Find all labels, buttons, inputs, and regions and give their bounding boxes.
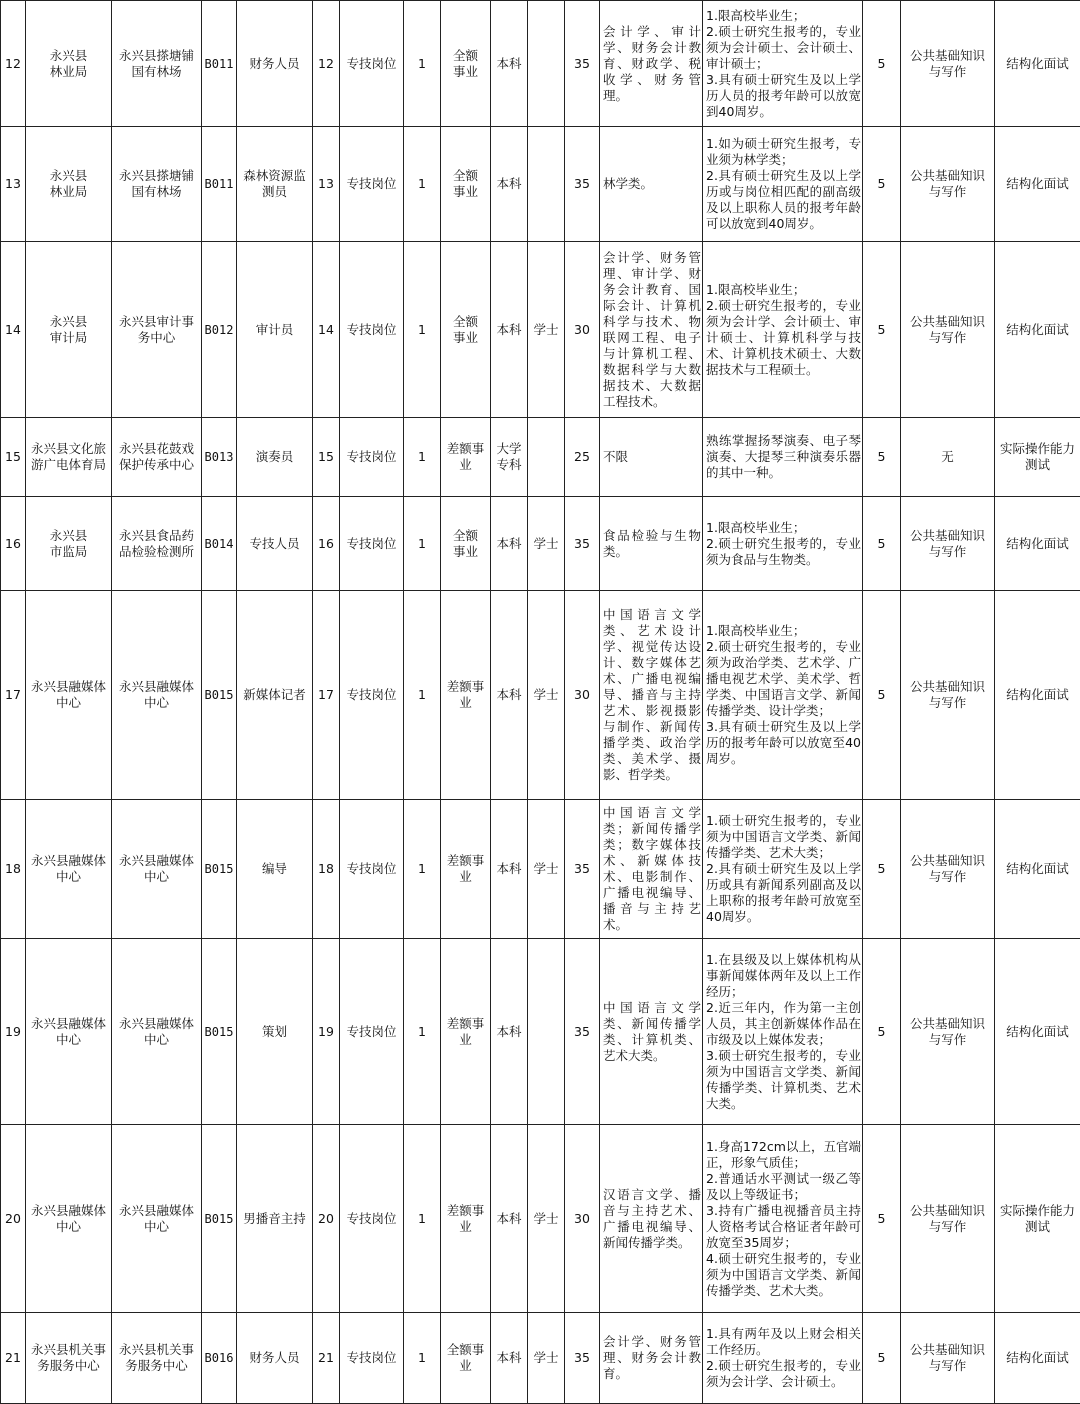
age-limit-cell: 35 xyxy=(565,800,600,939)
major-requirement-cell: 中国语言文学类、艺术设计学、视觉传达设计、数字媒体艺术、广播电视编导、播音与主持艺术、影视摄影与制作、新闻传播学类、政治学类、美术学、摄影、哲学类。 xyxy=(600,591,703,800)
headcount-cell: 1 xyxy=(404,1313,441,1404)
degree-cell xyxy=(528,1,565,127)
position-name-cell: 财务人员 xyxy=(237,1,313,127)
table-row xyxy=(1,497,1080,591)
position-number-cell: 17 xyxy=(313,591,340,800)
headcount-cell: 1 xyxy=(404,497,441,591)
ratio-cell: 5 xyxy=(863,418,901,497)
education-cell: 本科 xyxy=(491,939,528,1125)
row-number: 14 xyxy=(1,242,26,418)
position-name-cell: 演奏员 xyxy=(237,418,313,497)
unit-cell: 永兴县机关事 务服务中心 xyxy=(112,1313,202,1404)
age-limit-cell: 35 xyxy=(565,1,600,127)
position-number-cell: 19 xyxy=(313,939,340,1125)
unit-code-cell: B015 xyxy=(202,800,237,939)
funding-type-cell: 差额事 业 xyxy=(441,591,491,800)
unit-cell: 永兴县花鼓戏 保护传承中心 xyxy=(112,418,202,497)
headcount-cell: 1 xyxy=(404,127,441,242)
position-number-cell: 14 xyxy=(313,242,340,418)
education-cell: 大学 专科 xyxy=(491,418,528,497)
degree-cell: 学士 xyxy=(528,1313,565,1404)
unit-code-cell: B014 xyxy=(202,497,237,591)
age-limit-cell: 30 xyxy=(565,1125,600,1313)
education-cell: 本科 xyxy=(491,800,528,939)
interview-cell: 结构化面试 xyxy=(995,127,1080,242)
table-body xyxy=(1,1,1080,1404)
position-number-cell: 13 xyxy=(313,127,340,242)
major-requirement-cell: 汉语言文学、播音与主持艺术、广播电视编导、新闻传播学类。 xyxy=(600,1125,703,1313)
education-cell: 本科 xyxy=(491,497,528,591)
department-cell: 永兴县 林业局 xyxy=(26,1,112,127)
other-requirement-cell: 1.限高校毕业生； 2.硕士研究生报考的，专业须为会计学、会计硕士、审计硕士、计算机科学与技术、计算机技术硕士、大数据技术与工程硕士。 xyxy=(703,242,863,418)
education-cell: 本科 xyxy=(491,1125,528,1313)
interview-cell: 实际操作能力 测试 xyxy=(995,418,1080,497)
ratio-cell: 5 xyxy=(863,800,901,939)
position-category-cell: 专技岗位 xyxy=(340,1125,404,1313)
position-number-cell: 12 xyxy=(313,1,340,127)
written-exam-cell: 公共基础知识 与写作 xyxy=(901,939,995,1125)
row-number: 15 xyxy=(1,418,26,497)
unit-code-cell: B015 xyxy=(202,939,237,1125)
position-number-cell: 21 xyxy=(313,1313,340,1404)
funding-type-cell: 差额事 业 xyxy=(441,1125,491,1313)
written-exam-cell: 公共基础知识 与写作 xyxy=(901,1125,995,1313)
headcount-cell: 1 xyxy=(404,242,441,418)
row-number: 17 xyxy=(1,591,26,800)
interview-cell: 结构化面试 xyxy=(995,497,1080,591)
headcount-cell: 1 xyxy=(404,591,441,800)
interview-cell: 实际操作能力 测试 xyxy=(995,1125,1080,1313)
position-category-cell: 专技岗位 xyxy=(340,1313,404,1404)
funding-type-cell: 全额事 业 xyxy=(441,1313,491,1404)
position-name-cell: 策划 xyxy=(237,939,313,1125)
major-requirement-cell: 会计学、财务管理、财务会计教育。 xyxy=(600,1313,703,1404)
funding-type-cell: 全额 事业 xyxy=(441,1,491,127)
unit-cell: 永兴县融媒体 中心 xyxy=(112,591,202,800)
degree-cell: 学士 xyxy=(528,800,565,939)
position-name-cell: 男播音主持 xyxy=(237,1125,313,1313)
unit-cell: 永兴县融媒体 中心 xyxy=(112,1125,202,1313)
other-requirement-cell: 1.限高校毕业生； 2.硕士研究生报考的，专业须为食品与生物类。 xyxy=(703,497,863,591)
education-cell: 本科 xyxy=(491,591,528,800)
department-cell: 永兴县 市监局 xyxy=(26,497,112,591)
major-requirement-cell: 会计学、审计学、财务会计教育、财政学、税收学、财务管理。 xyxy=(600,1,703,127)
written-exam-cell: 无 xyxy=(901,418,995,497)
table-row xyxy=(1,1,1080,127)
department-cell: 永兴县 审计局 xyxy=(26,242,112,418)
age-limit-cell: 35 xyxy=(565,1313,600,1404)
written-exam-cell: 公共基础知识 与写作 xyxy=(901,497,995,591)
other-requirement-cell: 1.限高校毕业生； 2.硕士研究生报考的，专业须为会计硕士、会计硕士、审计硕士； 3.具有硕士研究生及以上学历人员的报考年龄可以放宽到40周岁。 xyxy=(703,1,863,127)
degree-cell xyxy=(528,418,565,497)
ratio-cell: 5 xyxy=(863,591,901,800)
major-requirement-cell: 中国语言文学类、新闻传播学类、计算机类、艺术大类。 xyxy=(600,939,703,1125)
unit-cell: 永兴县搽塘铺 国有林场 xyxy=(112,127,202,242)
department-cell: 永兴县 林业局 xyxy=(26,127,112,242)
headcount-cell: 1 xyxy=(404,1125,441,1313)
position-name-cell: 审计员 xyxy=(237,242,313,418)
age-limit-cell: 35 xyxy=(565,939,600,1125)
position-category-cell: 专技岗位 xyxy=(340,800,404,939)
headcount-cell: 1 xyxy=(404,800,441,939)
table-row xyxy=(1,418,1080,497)
table-row xyxy=(1,1313,1080,1404)
written-exam-cell: 公共基础知识 与写作 xyxy=(901,800,995,939)
ratio-cell: 5 xyxy=(863,497,901,591)
table-row xyxy=(1,1125,1080,1313)
position-name-cell: 专技人员 xyxy=(237,497,313,591)
degree-cell xyxy=(528,939,565,1125)
position-number-cell: 16 xyxy=(313,497,340,591)
table-row xyxy=(1,242,1080,418)
department-cell: 永兴县融媒体 中心 xyxy=(26,800,112,939)
position-category-cell: 专技岗位 xyxy=(340,497,404,591)
department-cell: 永兴县融媒体 中心 xyxy=(26,1125,112,1313)
funding-type-cell: 全额 事业 xyxy=(441,242,491,418)
unit-code-cell: B016 xyxy=(202,1313,237,1404)
interview-cell: 结构化面试 xyxy=(995,1,1080,127)
age-limit-cell: 35 xyxy=(565,127,600,242)
headcount-cell: 1 xyxy=(404,1,441,127)
age-limit-cell: 30 xyxy=(565,242,600,418)
position-category-cell: 专技岗位 xyxy=(340,127,404,242)
row-number: 21 xyxy=(1,1313,26,1404)
major-requirement-cell: 不限 xyxy=(600,418,703,497)
unit-cell: 永兴县搽塘铺 国有林场 xyxy=(112,1,202,127)
degree-cell: 学士 xyxy=(528,242,565,418)
education-cell: 本科 xyxy=(491,242,528,418)
ratio-cell: 5 xyxy=(863,242,901,418)
row-number: 12 xyxy=(1,1,26,127)
other-requirement-cell: 1.如为硕士研究生报考，专业须为林学类； 2.具有硕士研究生及以上学历或与岗位相匹配的副高级及以上职称人员的报考年龄可以放宽到40周岁。 xyxy=(703,127,863,242)
funding-type-cell: 差额事 业 xyxy=(441,418,491,497)
headcount-cell: 1 xyxy=(404,418,441,497)
unit-code-cell: B011 xyxy=(202,127,237,242)
degree-cell: 学士 xyxy=(528,497,565,591)
position-category-cell: 专技岗位 xyxy=(340,242,404,418)
funding-type-cell: 差额事 业 xyxy=(441,939,491,1125)
written-exam-cell: 公共基础知识 与写作 xyxy=(901,1,995,127)
position-category-cell: 专技岗位 xyxy=(340,591,404,800)
unit-code-cell: B011 xyxy=(202,1,237,127)
table-row xyxy=(1,800,1080,939)
interview-cell: 结构化面试 xyxy=(995,1313,1080,1404)
written-exam-cell: 公共基础知识 与写作 xyxy=(901,127,995,242)
education-cell: 本科 xyxy=(491,1313,528,1404)
degree-cell: 学士 xyxy=(528,591,565,800)
other-requirement-cell: 熟练掌握扬琴演奏、电子琴演奏、大提琴三种演奏乐器的其中一种。 xyxy=(703,418,863,497)
education-cell: 本科 xyxy=(491,127,528,242)
position-category-cell: 专技岗位 xyxy=(340,1,404,127)
position-name-cell: 财务人员 xyxy=(237,1313,313,1404)
row-number: 20 xyxy=(1,1125,26,1313)
funding-type-cell: 全额 事业 xyxy=(441,497,491,591)
funding-type-cell: 全额 事业 xyxy=(441,127,491,242)
major-requirement-cell: 中国语言文学类；新闻传播学类；数字媒体技术、新媒体技术、电影制作、广播电视编导、播音与主持艺术。 xyxy=(600,800,703,939)
other-requirement-cell: 1.限高校毕业生； 2.硕士研究生报考的，专业须为政治学类、艺术学、广播电视艺术学、美术学、哲学类、中国语言文学、新闻传播学类、设计学类； 3.具有硕士研究生及以上学历的报考年龄可以放宽至40周岁。 xyxy=(703,591,863,800)
unit-code-cell: B012 xyxy=(202,242,237,418)
department-cell: 永兴县文化旅 游广电体育局 xyxy=(26,418,112,497)
row-number: 13 xyxy=(1,127,26,242)
position-name-cell: 新媒体记者 xyxy=(237,591,313,800)
headcount-cell: 1 xyxy=(404,939,441,1125)
unit-cell: 永兴县审计事 务中心 xyxy=(112,242,202,418)
ratio-cell: 5 xyxy=(863,1313,901,1404)
unit-cell: 永兴县食品药 品检验检测所 xyxy=(112,497,202,591)
degree-cell: 学士 xyxy=(528,1125,565,1313)
unit-cell: 永兴县融媒体 中心 xyxy=(112,939,202,1125)
ratio-cell: 5 xyxy=(863,127,901,242)
funding-type-cell: 差额事 业 xyxy=(441,800,491,939)
department-cell: 永兴县机关事 务服务中心 xyxy=(26,1313,112,1404)
position-number-cell: 18 xyxy=(313,800,340,939)
major-requirement-cell: 林学类。 xyxy=(600,127,703,242)
row-number: 19 xyxy=(1,939,26,1125)
interview-cell: 结构化面试 xyxy=(995,591,1080,800)
row-number: 16 xyxy=(1,497,26,591)
unit-cell: 永兴县融媒体 中心 xyxy=(112,800,202,939)
ratio-cell: 5 xyxy=(863,1,901,127)
department-cell: 永兴县融媒体 中心 xyxy=(26,939,112,1125)
unit-code-cell: B015 xyxy=(202,1125,237,1313)
written-exam-cell: 公共基础知识 与写作 xyxy=(901,242,995,418)
table-row xyxy=(1,127,1080,242)
age-limit-cell: 25 xyxy=(565,418,600,497)
position-name-cell: 编导 xyxy=(237,800,313,939)
ratio-cell: 5 xyxy=(863,1125,901,1313)
position-number-cell: 15 xyxy=(313,418,340,497)
ratio-cell: 5 xyxy=(863,939,901,1125)
degree-cell xyxy=(528,127,565,242)
unit-code-cell: B015 xyxy=(202,591,237,800)
interview-cell: 结构化面试 xyxy=(995,800,1080,939)
unit-code-cell: B013 xyxy=(202,418,237,497)
other-requirement-cell: 1.身高172cm以上，五官端正，形象气质佳； 2.普通话水平测试一级乙等及以上等级证书； 3.持有广播电视播音员主持人资格考试合格证者年龄可放宽至35周岁； 4.硕士研究生报考的，专业须为中国语言文学类、新闻传播学类、艺术大类。 xyxy=(703,1125,863,1313)
position-name-cell: 森林资源监 测员 xyxy=(237,127,313,242)
other-requirement-cell: 1.硕士研究生报考的，专业须为中国语言文学类、新闻传播学类、艺术大类； 2.具有硕士研究生及以上学历或具有新闻系列副高及以上职称的报考年龄可放宽至40周岁。 xyxy=(703,800,863,939)
position-category-cell: 专技岗位 xyxy=(340,939,404,1125)
other-requirement-cell: 1.具有两年及以上财会相关工作经历。 2.硕士研究生报考的，专业须为会计学、会计硕士。 xyxy=(703,1313,863,1404)
major-requirement-cell: 会计学、财务管理、审计学、财务会计教育、国际会计、计算机科学与技术、物联网工程、电子与计算机工程、数据科学与大数据技术、大数据工程技术。 xyxy=(600,242,703,418)
written-exam-cell: 公共基础知识 与写作 xyxy=(901,1313,995,1404)
position-number-cell: 20 xyxy=(313,1125,340,1313)
age-limit-cell: 30 xyxy=(565,591,600,800)
major-requirement-cell: 食品检验与生物类。 xyxy=(600,497,703,591)
row-number: 18 xyxy=(1,800,26,939)
interview-cell: 结构化面试 xyxy=(995,939,1080,1125)
position-category-cell: 专技岗位 xyxy=(340,418,404,497)
age-limit-cell: 35 xyxy=(565,497,600,591)
written-exam-cell: 公共基础知识 与写作 xyxy=(901,591,995,800)
education-cell: 本科 xyxy=(491,1,528,127)
interview-cell: 结构化面试 xyxy=(995,242,1080,418)
table-row xyxy=(1,939,1080,1125)
department-cell: 永兴县融媒体 中心 xyxy=(26,591,112,800)
other-requirement-cell: 1.在县级及以上媒体机构从事新闻媒体两年及以上工作经历； 2.近三年内，作为第一主创人员，其主创新媒体作品在市级及以上媒体发表； 3.硕士研究生报考的，专业须为中国语言文学类、新闻传播学类、计算机类、艺术大类。 xyxy=(703,939,863,1125)
table-row xyxy=(1,591,1080,800)
